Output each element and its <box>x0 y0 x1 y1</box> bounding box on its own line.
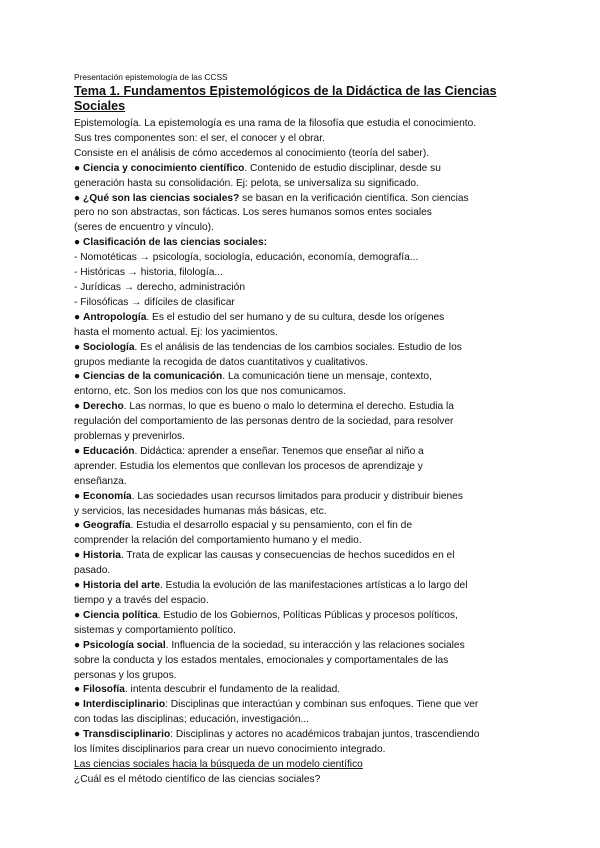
document-page <box>74 72 534 788</box>
bullet-text: . Las sociedades usan recursos limitados para producir y distribuir bienes <box>131 490 463 502</box>
bullet-text-cont: hasta el momento actual. Ej: los yacimientos. <box>74 326 278 338</box>
bullet-text: : Disciplinas y actores no académicos trabajan juntos, trascendiendo <box>170 729 480 741</box>
bullet-term: Ciencias de la comunicación <box>83 371 223 383</box>
bullet-text: . Es el estudio del ser humano y de su cultura, desde los orígenes <box>146 311 445 323</box>
bullet-psicologia-social <box>74 639 534 684</box>
bullet-term: Ciencia política <box>83 609 158 621</box>
bullet-text: . Las normas, lo que es bueno o malo lo determina el derecho. Estudia la <box>123 401 454 413</box>
bullet-term: Ciencia y conocimiento científico <box>83 162 245 174</box>
list-item: - Filosóficas → difíciles de clasificar <box>74 296 235 308</box>
bullet-text-cont: aprender. Estudia los elementos que conllevan los procesos de aprendizaje y <box>74 460 423 472</box>
bullet-term: Antropología <box>83 311 147 323</box>
intro-line: Sus tres componentes son: el ser, el conocer y el obrar. <box>74 132 325 144</box>
bullet-derecho <box>74 400 534 445</box>
bullet-text-cont: entorno, etc. Son los medios con los que nos comunicamos. <box>74 386 346 398</box>
bullet-que-son <box>74 192 534 237</box>
bullet-icon: ● <box>74 684 81 696</box>
bullet-geografia <box>74 519 534 549</box>
bullet-antropologia <box>74 311 534 341</box>
bullet-icon: ● <box>74 445 81 457</box>
section-subheading: Las ciencias sociales hacia la búsqueda de un modelo científico <box>74 758 363 770</box>
bullet-term: Interdisciplinario <box>83 699 166 711</box>
bullet-sociologia <box>74 341 534 371</box>
bullet-term: Clasificación de las ciencias sociales: <box>83 237 268 249</box>
bullet-text-cont: los límites disciplinarios para crear un nuevo conocimiento integrado. <box>74 744 386 756</box>
bullet-term: Historia del arte <box>83 580 160 592</box>
bullet-icon: ● <box>74 162 81 174</box>
bullet-icon: ● <box>74 550 81 562</box>
bullet-term: Historia <box>83 550 121 562</box>
bullet-text-cont: pasado. <box>74 565 111 577</box>
bullet-historia <box>74 549 534 579</box>
bullet-text: . Influencia de la sociedad, su interacción y las relaciones sociales <box>165 639 465 651</box>
bullet-icon: ● <box>74 520 81 532</box>
bullet-text-cont: grupos mediante la recogida de datos cuantitativos y cualitativos. <box>74 356 368 368</box>
bullet-text-cont: tiempo y a través del espacio. <box>74 595 209 606</box>
bullet-text: : Disciplinas que interactúan y combinan sus enfoques. Tiene que ver <box>165 699 479 711</box>
bullet-text-cont: y servicios, las necesidades humanas más básicas, etc. <box>74 505 327 517</box>
bullet-term: Geografía <box>83 520 131 532</box>
bullet-term: Filosofía <box>83 684 125 696</box>
bullet-educacion <box>74 445 534 490</box>
bullet-term: ¿Qué son las ciencias sociales? <box>83 192 240 204</box>
bullet-clasificacion <box>74 236 534 311</box>
bullet-text: . intenta descubrir el fundamento de la realidad. <box>124 684 341 696</box>
bullet-ciencia <box>74 162 534 192</box>
bullet-term: Transdisciplinario <box>83 729 171 741</box>
bullet-icon: ● <box>74 609 81 621</box>
bullet-text-cont: (seres de encuentro y vínculo). <box>74 222 214 234</box>
bullet-text: . La comunicación tiene un mensaje, contexto, <box>222 371 432 383</box>
intro-line: Epistemología. La epistemología es una rama de la filosofía que estudia el conocimiento. <box>74 118 477 129</box>
bullet-icon: ● <box>74 401 81 413</box>
bullet-icon: ● <box>74 311 81 323</box>
page-title: Tema 1. Fundamentos Epistemológicos de la Didáctica de las Ciencias Sociales <box>74 84 497 113</box>
bullet-text-cont: pero no son abstractas, son fácticas. Los seres humanos somos entes sociales <box>74 207 432 219</box>
bullet-term: Economía <box>83 490 132 502</box>
document-header: Presentación epistemología de las CCSS <box>74 72 228 82</box>
bullet-text-cont: sistemas y comportamiento político. <box>74 624 236 636</box>
bullet-icon: ● <box>74 729 81 741</box>
bullet-text-cont: enseñanza. <box>74 475 127 487</box>
bullet-term: Psicología social <box>83 639 166 651</box>
bullet-text-cont: problemas y prevenirlos. <box>74 431 185 443</box>
bullet-ciencia-politica <box>74 609 534 639</box>
bullet-text: . Estudia el desarrollo espacial y su pensamiento, con el fin de <box>130 520 413 532</box>
bullet-icon: ● <box>74 371 81 383</box>
bullet-term: Sociología <box>83 341 135 353</box>
bullet-text-cont: personas y los grupos. <box>74 669 177 681</box>
bullet-text-cont: generación hasta su consolidación. Ej: pelota, se universaliza su significado. <box>74 177 419 189</box>
list-item: - Históricas → historia, filología... <box>74 267 223 279</box>
bullet-comunicacion <box>74 370 534 400</box>
bullet-term: Derecho <box>83 401 124 413</box>
bullet-text-cont: con todas las disciplinas; educación, investigación... <box>74 714 310 726</box>
bullet-text-cont: sobre la conducta y los estados mentales, emocionales y comportamentales de las <box>74 654 449 666</box>
bullet-icon: ● <box>74 237 81 249</box>
intro-line: Consiste en el análisis de cómo accedemos al conocimiento (teoría del saber). <box>74 147 430 159</box>
bullet-text: . Didáctica: aprender a enseñar. Tenemos que enseñar al niño a <box>134 445 424 457</box>
bullet-text-cont: comprender la relación del comportamiento humano y el medio. <box>74 535 362 547</box>
bullet-text: . Contenido de estudio disciplinar, desde su <box>244 162 441 174</box>
document-body <box>74 117 534 788</box>
bullet-economia <box>74 490 534 520</box>
bullet-text: se basan en la verificación científica. Son ciencias <box>239 192 469 204</box>
bullet-term: Educación <box>83 445 135 457</box>
bullet-interdisciplinario <box>74 698 534 728</box>
bullet-icon: ● <box>74 639 81 651</box>
bullet-icon: ● <box>74 341 81 353</box>
bullet-text: . Es el análisis de las tendencias de los cambios sociales. Estudio de los <box>134 341 462 353</box>
bullet-icon: ● <box>74 192 81 204</box>
bullet-filosofia <box>74 683 534 698</box>
list-item: - Nomotéticas → psicología, sociología, educación, economía, demografía... <box>74 252 419 264</box>
section-question: ¿Cuál es el método científico de las ciencias sociales? <box>74 773 321 785</box>
bullet-historia-arte <box>74 579 534 609</box>
bullet-icon: ● <box>74 580 81 592</box>
bullet-text: . Estudio de los Gobiernos, Políticas Públicas y procesos políticos, <box>157 609 458 621</box>
bullet-text-cont: regulación del comportamiento de las personas dentro de la sociedad, para resolver <box>74 416 454 428</box>
list-item: - Jurídicas → derecho, administración <box>74 281 245 293</box>
bullet-icon: ● <box>74 490 81 502</box>
bullet-text: . Trata de explicar las causas y consecuencias de hechos sucedidos en el <box>120 550 455 562</box>
bullet-text: . Estudia la evolución de las manifestaciones artísticas a lo largo del <box>160 580 468 592</box>
bullet-transdisciplinario <box>74 728 534 758</box>
bullet-icon: ● <box>74 699 81 711</box>
